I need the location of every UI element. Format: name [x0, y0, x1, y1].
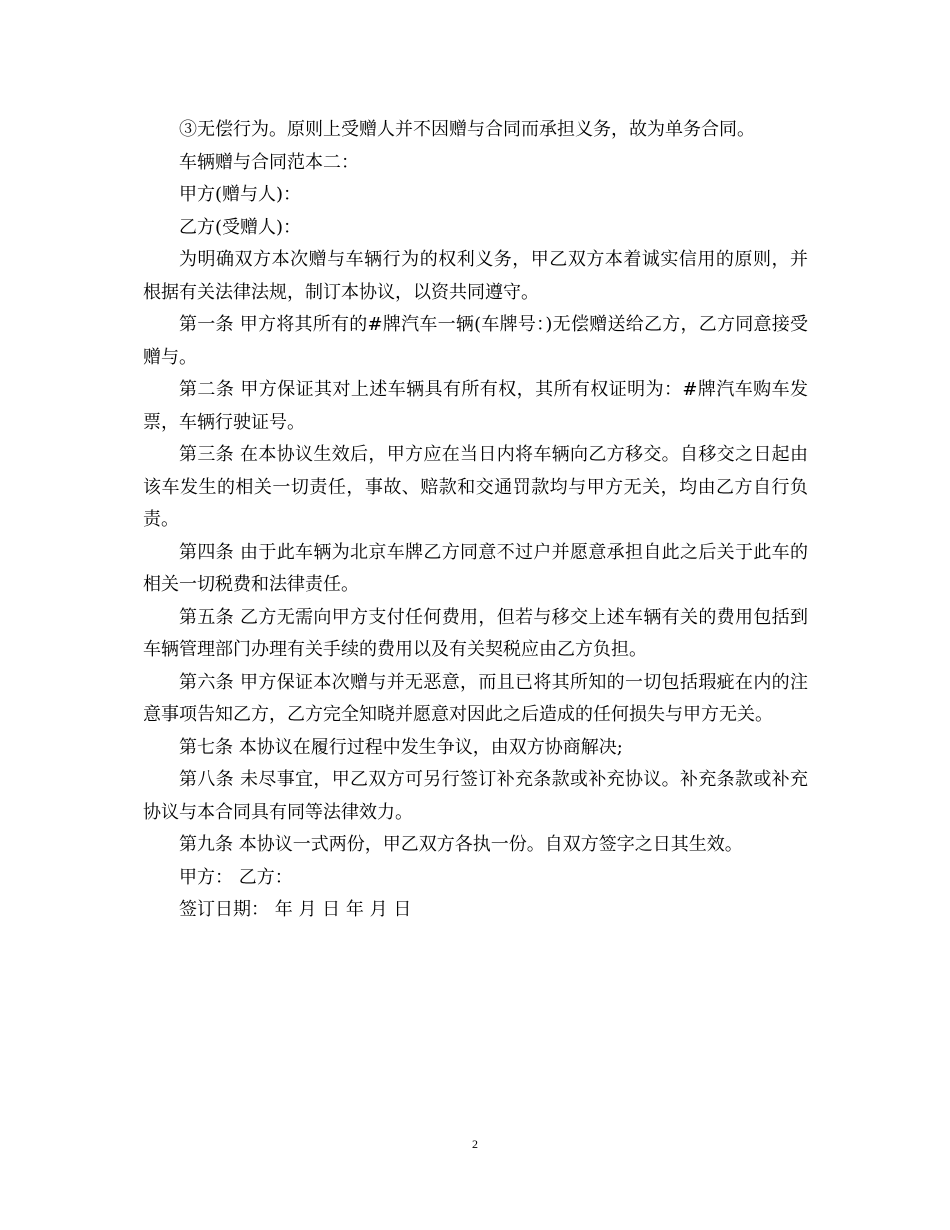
paragraph-signing-date: 签订日期： 年 月 日 年 月 日	[179, 899, 412, 920]
paragraph-article-9: 第九条 本协议一式两份，甲乙双方各执一份。自双方签字之日其生效。	[179, 834, 743, 855]
paragraph-article-1: 第一条 甲方将其所有的#牌汽车一辆(车牌号：)无偿赠送给乙方，乙方同意接受赠与。	[143, 314, 808, 368]
document-body	[143, 114, 808, 927]
paragraph-article-8: 第八条 未尽事宜，甲乙双方可另行签订补充条款或补充协议。补充条款或补充协议与本合同具有同等法律效力。	[143, 769, 808, 823]
paragraph-signatures: 甲方： 乙方：	[179, 866, 293, 888]
paragraph-article-4: 第四条 由于此车辆为北京车牌乙方同意不过户并愿意承担自此之后关于此车的相关一切税费和法律责任。	[143, 541, 808, 595]
paragraph-party-a: 甲方(赠与人)：	[179, 184, 302, 205]
paragraph-article-2: 第二条 甲方保证其对上述车辆具有所有权，其所有权证明为：#牌汽车购车发票，车辆行驶证号。	[143, 379, 808, 433]
paragraph-article-5: 第五条 乙方无需向甲方支付任何费用，但若与移交上述车辆有关的费用包括到车辆管理部门办理有关手续的费用以及有关契税应由乙方负担。	[143, 606, 808, 660]
paragraph-article-3: 第三条 在本协议生效后，甲方应在当日内将车辆向乙方移交。自移交之日起由该车发生的相关一切责任，事故、赔款和交通罚款均与甲方无关，均由乙方自行负责。	[143, 444, 808, 530]
paragraph-article-6: 第六条 甲方保证本次赠与并无恶意，而且已将其所知的一切包括瑕疵在内的注意事项告知乙方，乙方完全知晓并愿意对因此之后造成的任何损失与甲方无关。	[143, 671, 808, 725]
paragraph-gratuitous-act: ③无偿行为。原则上受赠人并不因赠与合同而承担义务，故为单务合同。	[179, 119, 755, 140]
paragraph-article-7: 第七条 本协议在履行过程中发生争议，由双方协商解决;	[179, 736, 623, 758]
paragraph-party-b: 乙方(受赠人)：	[179, 216, 302, 238]
paragraph-contract-template-title: 车辆赠与合同范本二：	[179, 151, 359, 173]
paragraph-preamble: 为明确双方本次赠与车辆行为的权利义务，甲乙双方本着诚实信用的原则，并根据有关法律法规，制订本协议，以资共同遵守。	[143, 249, 808, 303]
page-number: 2	[472, 1137, 478, 1151]
